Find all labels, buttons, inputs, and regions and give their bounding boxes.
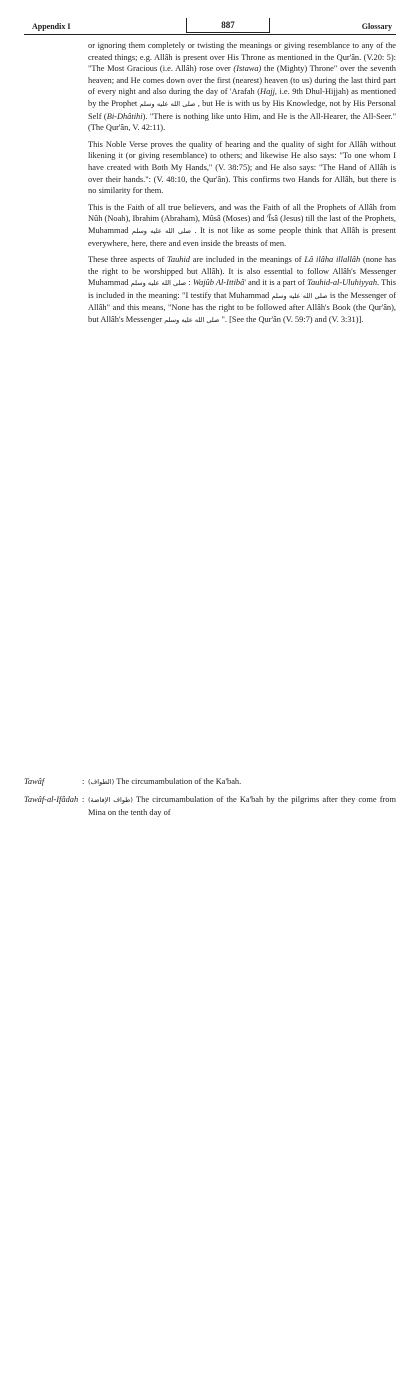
entry-colon: : bbox=[82, 795, 85, 804]
salutation-glyph: صلى الله عليه وسلم bbox=[130, 279, 187, 288]
entry-definition: (الطواف) The circumambulation of the Ka'bah. bbox=[88, 777, 242, 786]
header-glossary-label: Glossary bbox=[361, 22, 392, 31]
entry-term: Tawâf bbox=[24, 777, 45, 786]
page-number: 887 bbox=[186, 18, 270, 33]
paragraph-faith: This is the Faith of all true believers, and was the Faith of all the Prophets of Allâh from Nûh (Noah), Ibrahim (Abraham), Mûsâ (Moses) and 'Îsâ (Jesus) till the last of the Prophets, Muhammad صلى الله عليه وسلم . It is not like as some people think that Allâh is present everywhere, here, there and even inside the breasts of men. bbox=[88, 202, 396, 248]
glossary-entry-tawaf-al-ifadah bbox=[24, 794, 396, 822]
glossary-body bbox=[88, 40, 396, 332]
salutation-glyph: صلى الله عليه وسلم bbox=[139, 99, 196, 108]
entry-definition: (طواف الإفاضة) The circumambulation of the Ka'bah by the pilgrims after they come from Mina on the tenth day of bbox=[88, 795, 396, 817]
glossary-entry-tawaf bbox=[24, 776, 396, 790]
paragraph-hearing-sight: This Noble Verse proves the quality of hearing and the quality of sight for Allâh without likening it (or giving resemblance) to others; and likewise He also says: "To one whom I have created with Both My Hands," (V. 38:75); and He also says: "The Hand of Allâh is over their hands.": (V. 48:10, the Qur'ân). This confirms two Hands for Allâh, but there is no similarity for them. bbox=[88, 139, 396, 196]
salutation-glyph: صلى الله عليه وسلم bbox=[164, 316, 220, 325]
salutation-glyph: صلى الله عليه وسلم bbox=[271, 291, 328, 300]
salutation-glyph: صلى الله عليه وسلم bbox=[131, 226, 192, 235]
header-rule bbox=[24, 34, 396, 35]
entry-colon: : bbox=[82, 777, 85, 786]
paragraph-istawa: or ignoring them completely or twisting the meanings or giving resemblance to any of the created things; e.g. Allâh is present over His Throne as mentioned in the Qur'ân. (V.20: 5): "The Most Gracious (i.e. Allâh) rose over (Istawa) the (Mighty) Throne" over the seventh heaven; and He comes down over the first (nearest) heaven (to us) during the last third part of every night and also during the day of 'Arafah (Hajj, i.e. 9th Dhul-Hijjah) as mentioned by the Prophet صلى الله عليه وسلم , but He is with us by His Knowledge, not by His Personal Self (Bi-Dhâtihi). "There is nothing like unto Him, and He is the All-Hearer, the All-Seer." (The Qur'ân, V. 42:11). bbox=[88, 41, 396, 133]
header-section-title: Appendix I bbox=[32, 22, 71, 31]
page-header bbox=[24, 18, 396, 34]
paragraph-tauhid-aspects: These three aspects of Tauhid are included in the meanings of Lâ ilâha illallâh (none has the right to be worshipped but Allâh). It is also essential to follow Allâh's Messenger Muhammad صلى الله عليه وسلم : Wajûb Al-Ittibâ' and it is a part of Tauhid-al-Uluhiyyah. This is included in the meaning: "I testify that Muhammad صلى الله عليه وسلم is the Messenger of Allâh" and this means, "None has the right to be followed after Allâh's Book (the Qur'ân), but Allâh's Messenger صلى الله عليه وسلم ". [See the Qur'ân (V. 59:7) and (V. 3:31)]. bbox=[88, 255, 397, 325]
entry-term: Tawâf-al-Ifâdah bbox=[24, 795, 79, 804]
